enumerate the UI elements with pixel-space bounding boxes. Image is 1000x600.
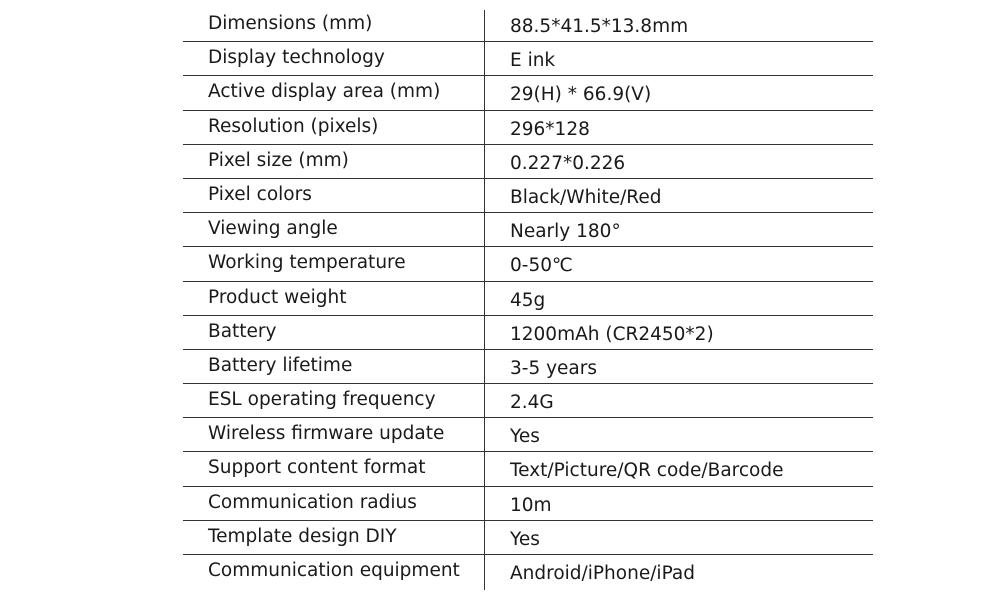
spec-value: 3-5 years bbox=[510, 357, 598, 379]
spec-value: Nearly 180° bbox=[510, 221, 621, 243]
spec-name: Wireless firmware update bbox=[208, 423, 445, 445]
spec-name: Communication equipment bbox=[208, 560, 460, 581]
spec-value: 0-50℃ bbox=[510, 255, 573, 277]
column-divider bbox=[484, 10, 485, 590]
spec-row bbox=[183, 316, 873, 350]
spec-row bbox=[183, 282, 873, 316]
spec-name: Viewing angle bbox=[208, 218, 338, 240]
spec-value: 0.227*0.226 bbox=[510, 152, 626, 174]
spec-row bbox=[183, 8, 873, 42]
spec-name: ESL operating frequency bbox=[208, 389, 436, 411]
spec-name: Display technology bbox=[208, 47, 385, 69]
spec-name: Support content format bbox=[208, 457, 426, 479]
spec-row bbox=[183, 145, 873, 179]
spec-name: Communication radius bbox=[208, 491, 417, 513]
spec-row bbox=[183, 555, 873, 589]
spec-row bbox=[183, 418, 873, 452]
spec-value: Black/White/Red bbox=[510, 186, 662, 208]
spec-name: Template design DIY bbox=[208, 525, 397, 547]
spec-value: E ink bbox=[510, 50, 556, 72]
spec-value: 1200mAh (CR2450*2) bbox=[510, 323, 714, 345]
spec-row bbox=[183, 521, 873, 555]
spec-name: Pixel colors bbox=[208, 183, 312, 205]
spec-value: Yes bbox=[510, 528, 540, 550]
spec-row bbox=[183, 76, 873, 110]
spec-name: Dimensions (mm) bbox=[208, 13, 373, 34]
spec-row bbox=[183, 452, 873, 486]
spec-name: Working temperature bbox=[208, 252, 406, 274]
spec-row bbox=[183, 350, 873, 384]
spec-row bbox=[183, 179, 873, 213]
spec-value: 45g bbox=[510, 289, 546, 311]
spec-name: Battery bbox=[208, 320, 277, 342]
spec-name: Active display area (mm) bbox=[208, 81, 441, 103]
spec-name: Product weight bbox=[208, 286, 347, 308]
spec-value: 10m bbox=[510, 494, 552, 516]
spec-row bbox=[183, 111, 873, 145]
spec-value: 2.4G bbox=[510, 392, 554, 414]
spec-row bbox=[183, 384, 873, 418]
spec-value: 29(H) * 66.9(V) bbox=[510, 84, 652, 106]
spec-row bbox=[183, 487, 873, 521]
spec-value: Android/iPhone/iPad bbox=[510, 563, 695, 584]
spec-name: Battery lifetime bbox=[208, 354, 353, 376]
spec-row bbox=[183, 213, 873, 247]
spec-value: 88.5*41.5*13.8mm bbox=[510, 16, 689, 37]
spec-row bbox=[183, 42, 873, 76]
spec-value: Yes bbox=[510, 426, 540, 448]
spec-name: Pixel size (mm) bbox=[208, 149, 349, 171]
spec-row bbox=[183, 247, 873, 281]
spec-value: Text/Picture/QR code/Barcode bbox=[510, 460, 784, 482]
spec-value: 296*128 bbox=[510, 118, 590, 140]
spec-name: Resolution (pixels) bbox=[208, 115, 379, 137]
spec-table bbox=[183, 8, 873, 589]
